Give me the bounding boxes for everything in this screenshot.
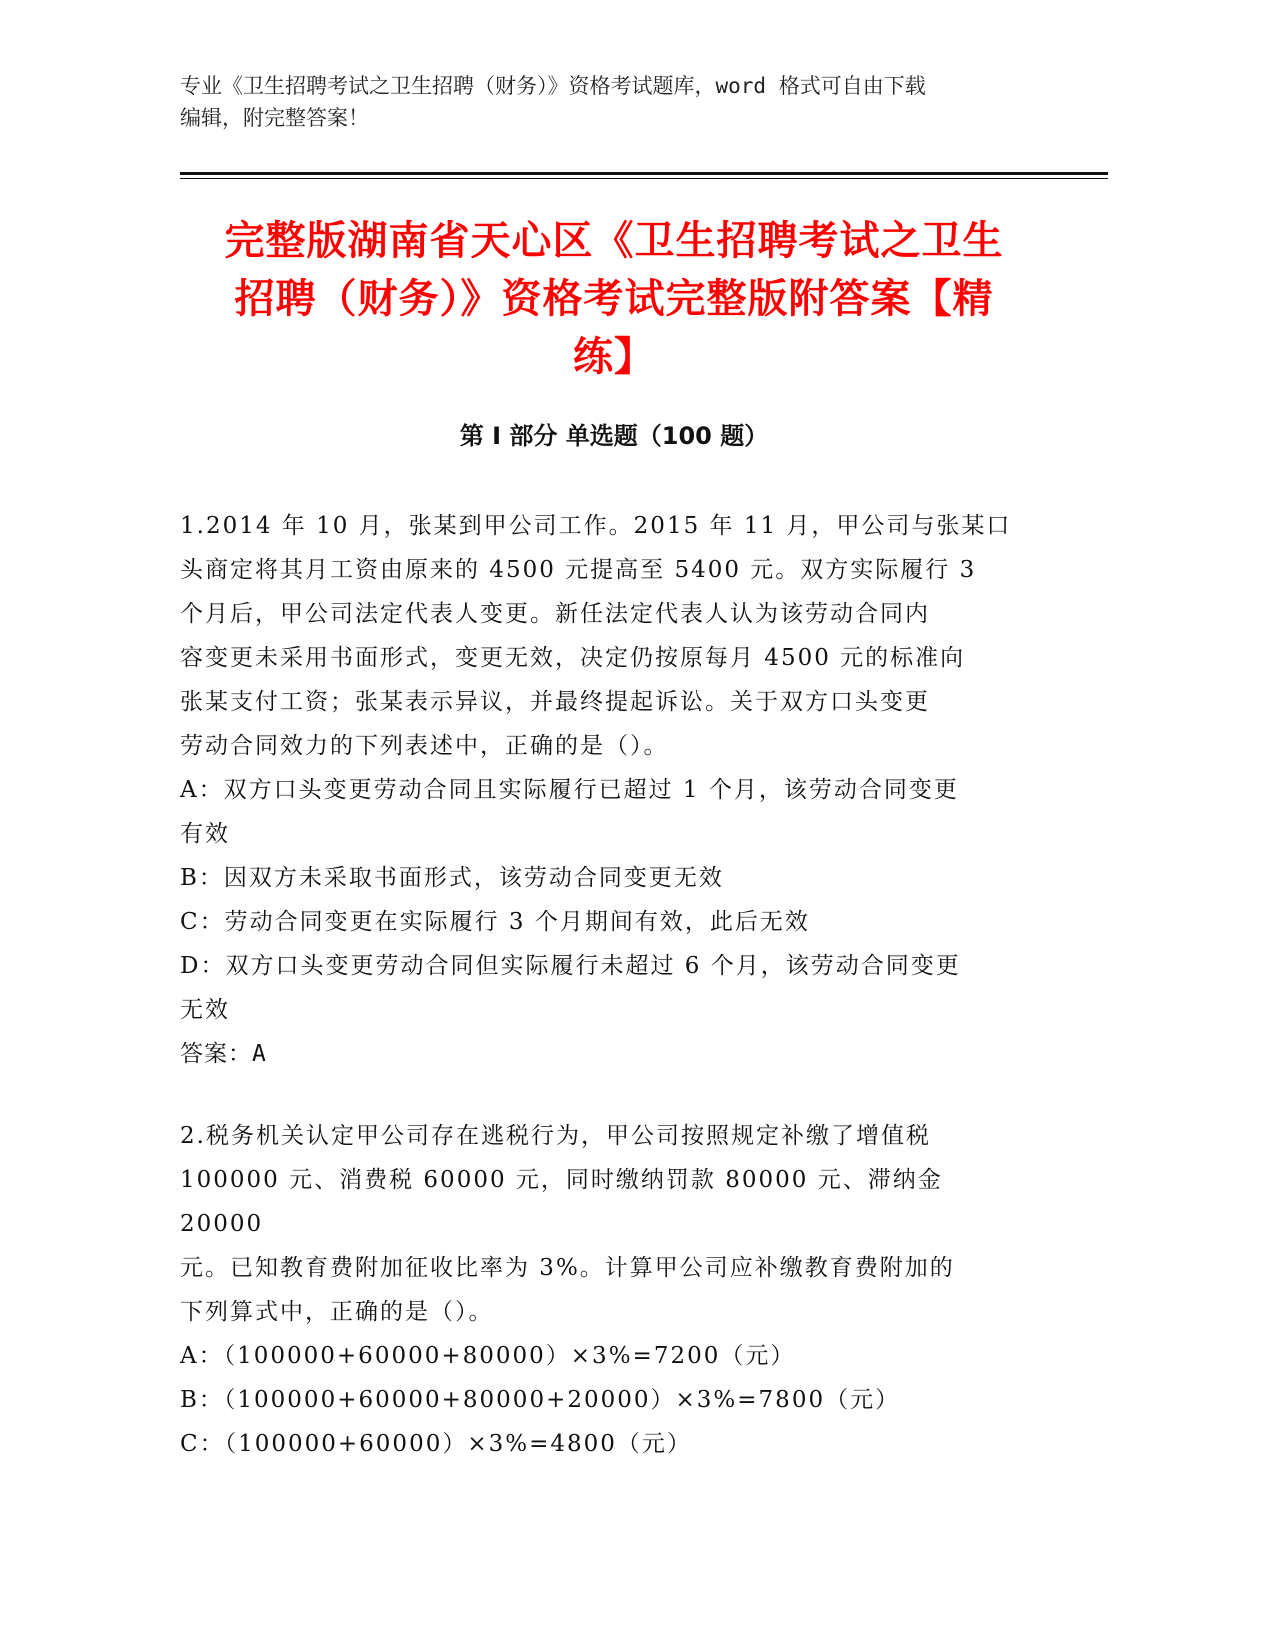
question-1 [180,504,1030,1076]
question-options [180,1334,1030,1466]
question-stem-line: 下列算式中，正确的是（）。 [180,1299,494,1325]
document-title [180,212,1048,386]
option-c: C：劳动合同变更在实际履行 3 个月期间有效，此后无效 [180,909,810,935]
question-stem-line: 100000 元、消费税 60000 元，同时缴纳罚款 80000 元、滞纳金 20000 [180,1167,943,1237]
question-stem-line: 个月后，甲公司法定代表人变更。新任法定代表人认为该劳动合同内 [180,601,930,627]
question-2 [180,1114,1030,1466]
option-a-continued: 有效 [180,821,230,847]
option-d-continued: 无效 [180,997,230,1023]
header-note-line: 专业《卫生招聘考试之卫生招聘（财务）》资格考试题库，word 格式可自由下载 [180,74,926,98]
header-divider-thin [180,178,1108,179]
question-stem-line: 1.2014 年 10 月，张某到甲公司工作。2015 年 11 月，甲公司与张某口 [180,513,1012,539]
question-stem-line: 张某支付工资；张某表示异议，并最终提起诉讼。关于双方口头变更 [180,689,930,715]
option-b: B：因双方未采取书面形式，该劳动合同变更无效 [180,865,724,891]
question-stem-line: 2.税务机关认定甲公司存在逃税行为，甲公司按照规定补缴了增值税 [180,1123,931,1149]
option-a: A：（100000+60000+80000）×3%=7200（元） [180,1343,796,1369]
question-options [180,768,1030,1032]
question-stem [180,1114,1030,1334]
header-note [180,70,1030,134]
answer-label: 答案： [180,1041,252,1067]
option-a: A：双方口头变更劳动合同且实际履行已超过 1 个月，该劳动合同变更 [180,777,959,803]
question-stem-line: 劳动合同效力的下列表述中，正确的是（）。 [180,733,669,759]
question-stem-line: 容变更未采用书面形式，变更无效，决定仍按原每月 4500 元的标准向 [180,645,966,671]
question-stem-line: 元。已知教育费附加征收比率为 3%。计算甲公司应补缴教育费附加的 [180,1255,955,1281]
header-divider-thick [180,172,1108,175]
question-stem [180,504,1030,768]
header-note-line: 编辑，附完整答案！ [180,106,369,130]
answer-value: A [252,1041,267,1067]
document-title-line: 完整版湖南省天心区《卫生招聘考试之卫生 [224,218,1004,264]
option-d: D：双方口头变更劳动合同但实际履行未超过 6 个月，该劳动合同变更 [180,953,961,979]
option-b: B：（100000+60000+80000+20000）×3%=7800（元） [180,1387,901,1413]
answer-row [180,1032,1030,1076]
document-title-line: 招聘（财务）》资格考试完整版附答案【精 [234,276,994,322]
section-title: 第 I 部分 单选题（100 题） [459,422,769,450]
question-stem-line: 头商定将其月工资由原来的 4500 元提高至 5400 元。双方实际履行 3 [180,557,977,583]
option-c: C：（100000+60000）×3%=4800（元） [180,1431,692,1457]
document-title-line: 练】 [573,334,655,380]
